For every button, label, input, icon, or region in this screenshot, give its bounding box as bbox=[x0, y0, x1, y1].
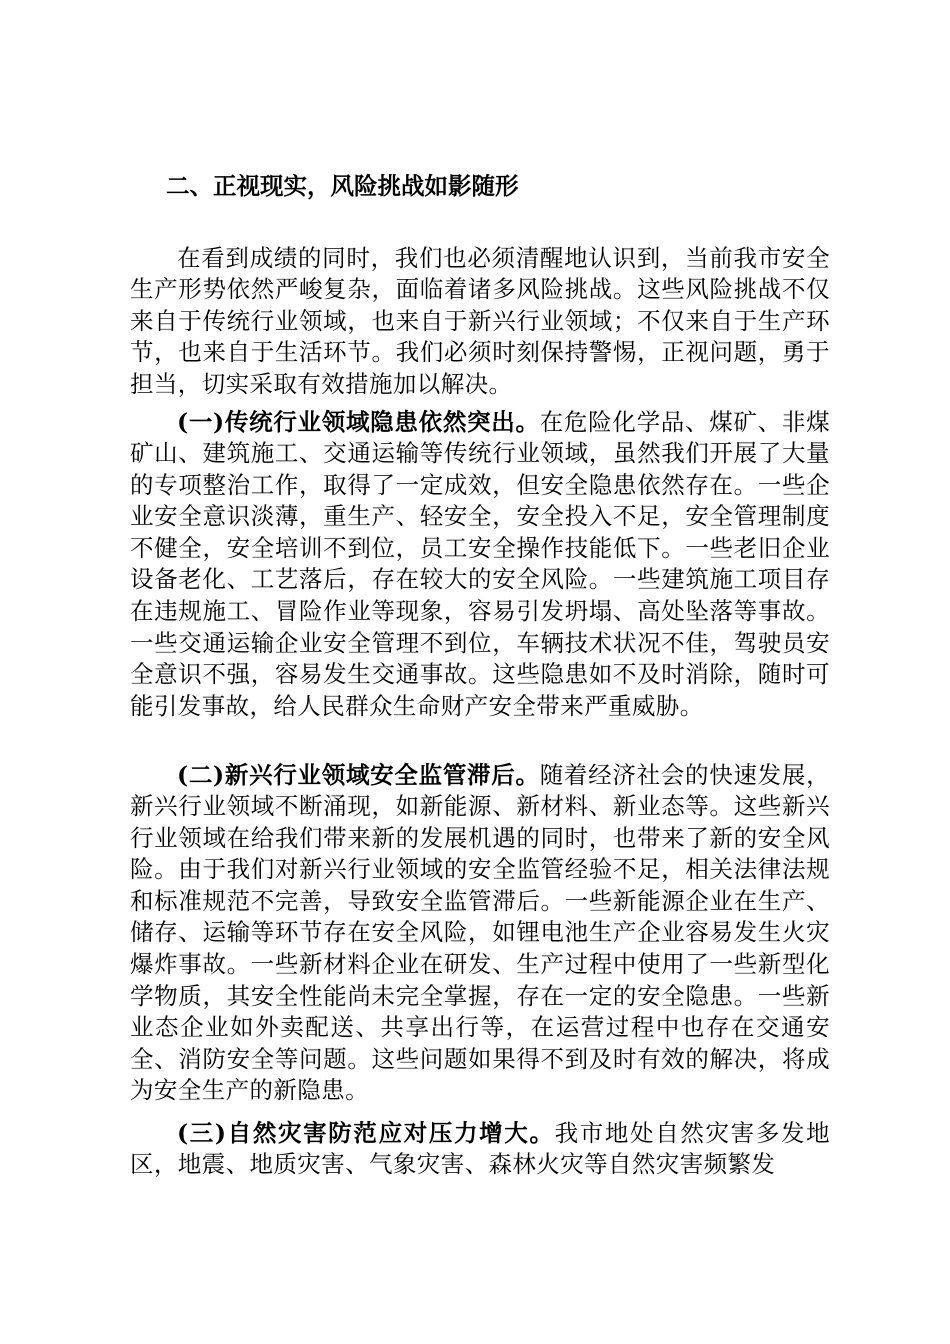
item-paragraph-1 bbox=[130, 407, 830, 723]
item-paragraph-3 bbox=[130, 1118, 830, 1181]
intro-paragraph: 在看到成绩的同时，我们也必须清醒地认识到，当前我市安全生产形势依然严峻复杂，面临着诸多风险挑战。这些风险挑战不仅来自于传统行业领域，也来自于新兴行业领域；不仅来自于生产环节，也来自于生活环节。我们必须时刻保持警惕，正视问题，勇于担当，切实采取有效措施加以解决。 bbox=[130, 243, 830, 398]
item-lead-1: (一)传统行业领域隐患依然突出。 bbox=[177, 407, 540, 436]
section-heading: 二、正视现实，风险挑战如影随形 bbox=[166, 172, 519, 200]
item-paragraph-2 bbox=[130, 760, 830, 1108]
item-lead-3: (三)自然灾害防范应对压力增大。 bbox=[177, 1118, 555, 1147]
item-lead-2: (二)新兴行业领域安全监管滞后。 bbox=[177, 760, 540, 789]
item-body-1: 在危险化学品、煤矿、非煤矿山、建筑施工、交通运输等传统行业领域，虽然我们开展了大量的专项整治工作，取得了一定成效，但安全隐患依然存在。一些企业安全意识淡薄，重生产、轻安全，安全投入不足，安全管理制度不健全，安全培训不到位，员工安全操作技能低下。一些老旧企业设备老化、工艺落后，存在较大的安全风险。一些建筑施工项目存在违规施工、冒险作业等现象，容易引发坍塌、高处坠落等事故。一些交通运输企业安全管理不到位，车辆技术状况不佳，驾驶员安全意识不强，容易发生交通事故。这些隐患如不及时消除，随时可能引发事故，给人民群众生命财产安全带来严重威胁。 bbox=[130, 407, 830, 720]
item-body-2: 随着经济社会的快速发展，新兴行业领域不断涌现，如新能源、新材料、新业态等。这些新兴行业领域在给我们带来新的发展机遇的同时，也带来了新的安全风险。由于我们对新兴行业领域的安全监管经验不足，相关法律法规和标准规范不完善，导致安全监管滞后。一些新能源企业在生产、储存、运输等环节存在安全风险，如锂电池生产企业容易发生火灾爆炸事故。一些新材料企业在研发、生产过程中使用了一些新型化学物质，其安全性能尚未完全掌握，存在一定的安全隐患。一些新业态企业如外卖配送、共享出行等，在运营过程中也存在交通安全、消防安全等问题。这些问题如果得不到及时有效的解决，将成为安全生产的新隐患。 bbox=[130, 760, 830, 1105]
item-body-3: 我市地处自然灾害多发地区，地震、地质灾害、气象灾害、森林火灾等自然灾害频繁发 bbox=[130, 1118, 830, 1179]
